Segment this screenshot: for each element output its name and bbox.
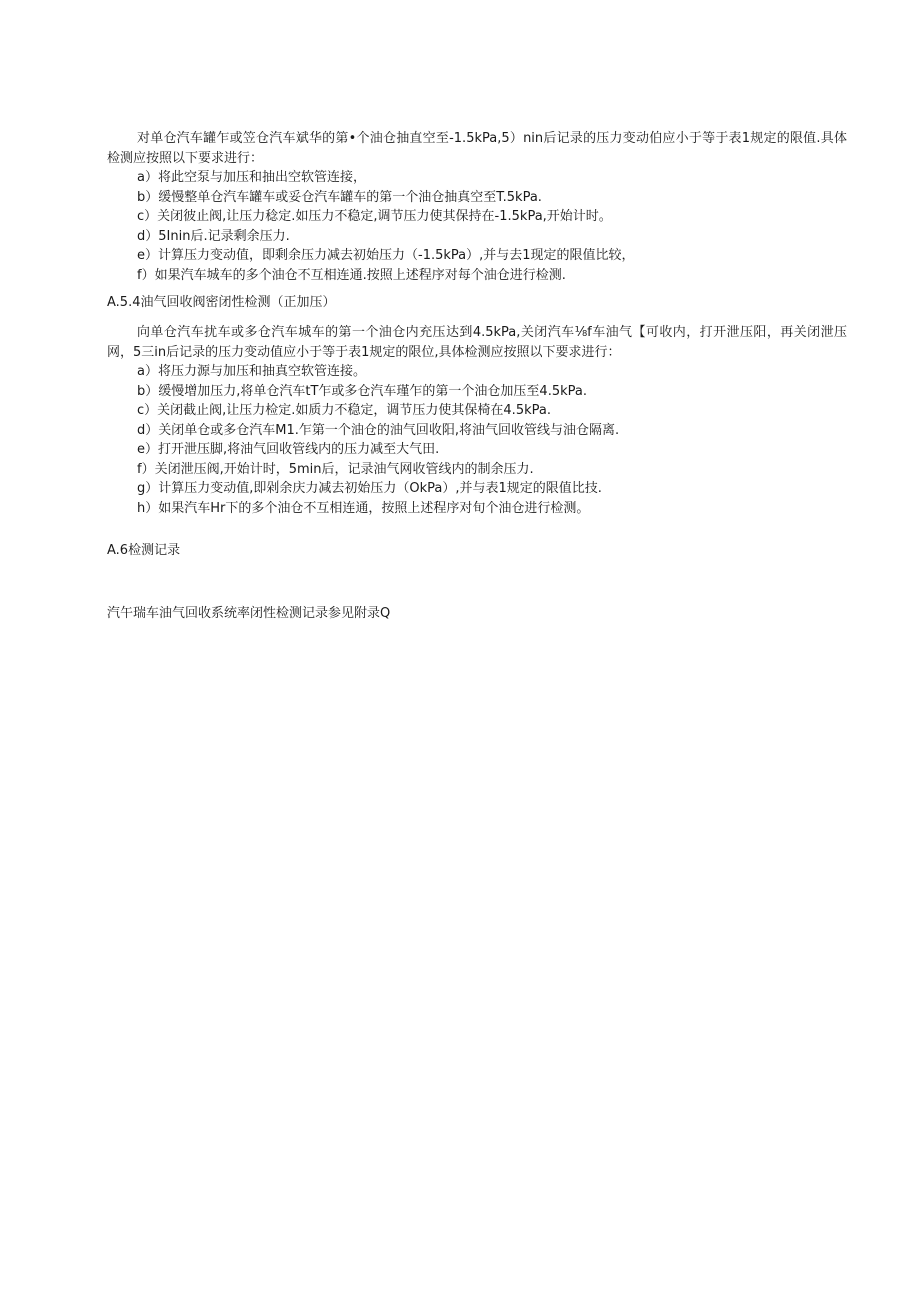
list-item: f）关闭泄压阀,开始计时，5min后，记录油气网收管线内的制余压力. [137, 461, 534, 477]
section-a53 [107, 129, 847, 285]
list-item: d）5Inin后.记录剩余压力. [137, 228, 290, 244]
section-a6-body: 汽午瑞车油气回收系统率闭性检测记录参见附录Q [107, 606, 391, 621]
list-item: e）计算压力变动值，即剩余压力减去初始压力（-1.5kPa）,并与去1现定的限值比较， [137, 248, 635, 263]
section-a6-body-block [107, 604, 847, 624]
section-a6-heading-block [107, 541, 847, 561]
list-item: c）关闭截止阀,让压力检定.如质力不稳定，调节压力使其保椅在4.5kPa. [137, 403, 551, 418]
list-item: a）将压力源与加压和抽真空软管连接。 [137, 364, 366, 379]
section-a54-heading: A.5.4油气回收阀密闭性检测（正加压） [107, 295, 336, 310]
list-item: h）如果汽车Hr下的多个油仓不互相连通，按照上述程序对旬个油仓进行检测。 [137, 500, 590, 516]
list-item: b）缓慢整单仓汽车罐车或妥仓汽车罐车的第一个油仓抽真空至T.5kPa. [137, 189, 542, 205]
list-item: f）如果汽车城车的多个油仓不互相连通.按照上述程序对每个油仓进行检测. [137, 267, 566, 283]
section-a54-heading-block [107, 293, 847, 313]
list-item: a）将此空泵与加压和抽出空软管连接， [137, 170, 366, 185]
section-a53-intro: 对单仓汽车罐乍或笠仓汽车斌华的第•个油仓抽直空至-1.5kPa,5）nin后记录的压力变动伯应小于等于表1规定的限值.具体检测应按照以下要求进行： [107, 131, 847, 166]
list-item: e）打开泄压脚,将油气回收管线内的压力减至大气田. [137, 442, 440, 457]
list-item: c）关闭彼止阀,让压力稔定.如压力不稳定,调节压力使其保持在-1.5kPa,开始计时。 [137, 209, 612, 224]
list-item: d）关闭单仓或多仓汽车M1.乍第一个油仓的油气回收阳,将油气回收管线与油仓隔离. [137, 422, 620, 438]
section-a54-intro: 向单仓汽车扰车或多仓汽车城车的第一个油仓内充压达到4.5kPa,关闭汽车⅛f车油气【可收内，打开泄压阳，再关闭泄压网，5三in后记录的压力变动值应小于等于表1规定的限位,具体检测应按照以下要求进行： [107, 325, 847, 360]
section-a54 [107, 323, 847, 518]
section-a6-heading: A.6检测记录 [107, 543, 181, 558]
list-item: g）计算压力变动值,即剁余庆力减去初始压力（OkPa）,并与表1规定的限值比技. [137, 481, 602, 496]
list-item: b）缓慢增加压力,将单仓汽车tT乍或多仓汽车瑾乍的第一个油仓加压至4.5kPa. [137, 383, 587, 399]
